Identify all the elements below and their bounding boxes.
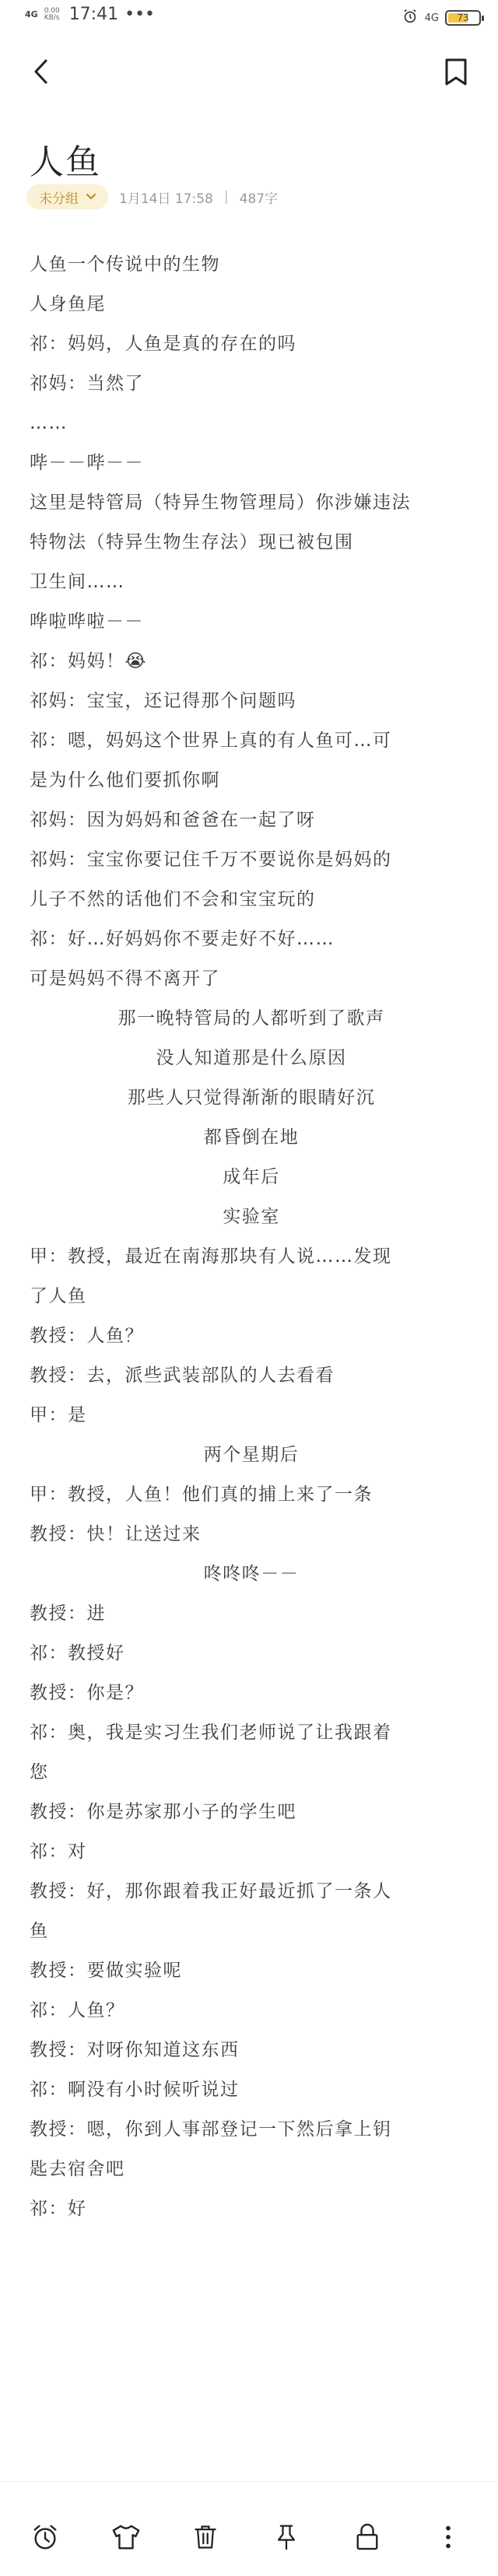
delete-button[interactable]: [190, 2522, 221, 2553]
note-meta: [26, 184, 278, 210]
bookmark-icon: [440, 56, 472, 87]
toolbar-divider: [0, 2481, 498, 2482]
network-type: 4G: [424, 12, 439, 24]
content-line: 实验室: [223, 1207, 280, 1227]
content-line: 卫生间……: [30, 572, 125, 592]
content-line: 教授：嗯，你到人事部登记一下然后拿上钥: [30, 2119, 392, 2140]
content-line: 祁妈：宝宝你要记住千万不要说你是妈妈的: [30, 850, 392, 870]
content-line: 祁：啊没有小时候听说过: [30, 2080, 240, 2100]
content-line: 教授：对呀你知道这东西: [30, 2040, 240, 2060]
content-line: 祁：嗯，妈妈这个世界上真的有人鱼可…可: [30, 731, 392, 751]
note-date: 1月14日 17:58: [119, 191, 213, 207]
content-line: 祁妈：因为妈妈和爸爸在一起了呀: [30, 810, 316, 830]
signal-indicator: 4G: [25, 9, 38, 19]
more-button[interactable]: [433, 2522, 464, 2553]
meta-separator: |: [223, 189, 229, 205]
pin-button[interactable]: [271, 2522, 302, 2553]
status-bar: [0, 0, 498, 34]
content-line: 了人鱼: [30, 1286, 87, 1306]
content-line: 您: [30, 1762, 49, 1782]
content-line: 祁妈：当然了: [30, 373, 144, 394]
pin-icon: [272, 2522, 300, 2552]
content-line: 哗啦哗啦－－: [30, 612, 144, 632]
reminder-button[interactable]: [30, 2522, 61, 2553]
content-line: 祁：人鱼？: [30, 2000, 125, 2020]
note-body[interactable]: [30, 245, 473, 2229]
content-line: 甲：教授，人鱼！他们真的捕上来了一条: [30, 1484, 373, 1505]
content-line: 教授：要做实验呢: [30, 1961, 182, 1981]
content-line: ……: [30, 413, 68, 433]
status-time: 17:41: [68, 5, 119, 24]
content-line: 儿子不然的话他们不会和宝宝玩的: [30, 889, 316, 909]
content-line: 甲：是: [30, 1405, 87, 1425]
content-line: 教授：人鱼？: [30, 1326, 144, 1346]
content-line: 甲：教授，最近在南海那块有人说……发现: [30, 1246, 392, 1267]
theme-button[interactable]: [110, 2522, 142, 2553]
chevron-down-icon: [85, 191, 97, 203]
content-line: 特物法（特异生物生存法）现已被包围: [30, 532, 354, 552]
lock-button[interactable]: [352, 2522, 383, 2553]
status-left: [25, 5, 155, 24]
content-line: 没人知道那是什么原因: [156, 1048, 347, 1068]
nav-bar: [0, 48, 498, 95]
content-line: 成年后: [223, 1167, 280, 1187]
battery-icon: [445, 10, 481, 26]
note-title[interactable]: 人鱼: [30, 142, 101, 182]
network-rate: 0.00 KB/s: [44, 6, 60, 22]
alarm-clock-icon: [30, 2522, 60, 2552]
status-right: [402, 8, 481, 28]
content-line: 哔－－哔－－: [30, 453, 144, 473]
back-button[interactable]: [26, 56, 58, 87]
more-vertical-icon: [444, 2522, 453, 2552]
content-line: 教授：好，那你跟着我正好最近抓了一条人: [30, 1881, 392, 1901]
content-line: 祁：好: [30, 2199, 87, 2219]
content-line: 祁：对: [30, 1842, 87, 1862]
content-line: 鱼: [30, 1921, 49, 1941]
status-dots: •••: [124, 5, 156, 24]
content-line: 咚咚咚－－: [203, 1564, 300, 1584]
content-line: 祁妈：宝宝，还记得那个问题吗: [30, 691, 296, 711]
battery-level: 73: [457, 12, 469, 23]
content-line: 祁：奥，我是实习生我们老师说了让我跟着: [30, 1723, 392, 1743]
trash-icon: [191, 2522, 219, 2552]
bookmark-button[interactable]: [440, 56, 472, 87]
content-line: 教授：你是苏家那小子的学生吧: [30, 1802, 296, 1822]
content-line: 教授：进: [30, 1603, 106, 1624]
content-line: 那些人只觉得渐渐的眼睛好沉: [127, 1088, 376, 1108]
content-line: 祁：妈妈，人鱼是真的存在的吗: [30, 334, 296, 354]
content-line: 那一晚特管局的人都听到了歌声: [117, 1008, 385, 1029]
chevron-left-icon: [26, 56, 58, 87]
shirt-icon: [110, 2522, 142, 2552]
bottom-toolbar: [0, 2481, 498, 2576]
content-line: 是为什么他们要抓你啊: [30, 770, 220, 790]
content-line: 人鱼一个传说中的生物: [30, 254, 220, 275]
folder-selector[interactable]: [26, 184, 108, 209]
word-count: 487字: [239, 191, 279, 207]
content-line: 匙去宿舍吧: [30, 2159, 125, 2179]
content-line: 祁：好…好妈妈你不要走好不好……: [30, 929, 335, 949]
folder-label: 未分组: [39, 191, 79, 207]
content-line: 祁：教授好: [30, 1643, 125, 1663]
content-line: 这里是特管局（特异生物管理局）你涉嫌违法: [30, 492, 411, 513]
alarm-status-icon: [402, 8, 419, 28]
content-line: 都昏倒在地: [203, 1127, 300, 1148]
content-line: 教授：快！让送过来: [30, 1524, 202, 1544]
content-line: 教授：你是？: [30, 1683, 144, 1703]
content-line: 两个星期后: [203, 1445, 300, 1465]
content-line: 教授：去，派些武装部队的人去看看: [30, 1365, 335, 1386]
content-line: 祁：妈妈！😭: [30, 651, 147, 671]
lock-icon: [354, 2522, 381, 2552]
content-line: 可是妈妈不得不离开了: [30, 969, 220, 989]
content-line: 人身鱼尾: [30, 294, 106, 314]
